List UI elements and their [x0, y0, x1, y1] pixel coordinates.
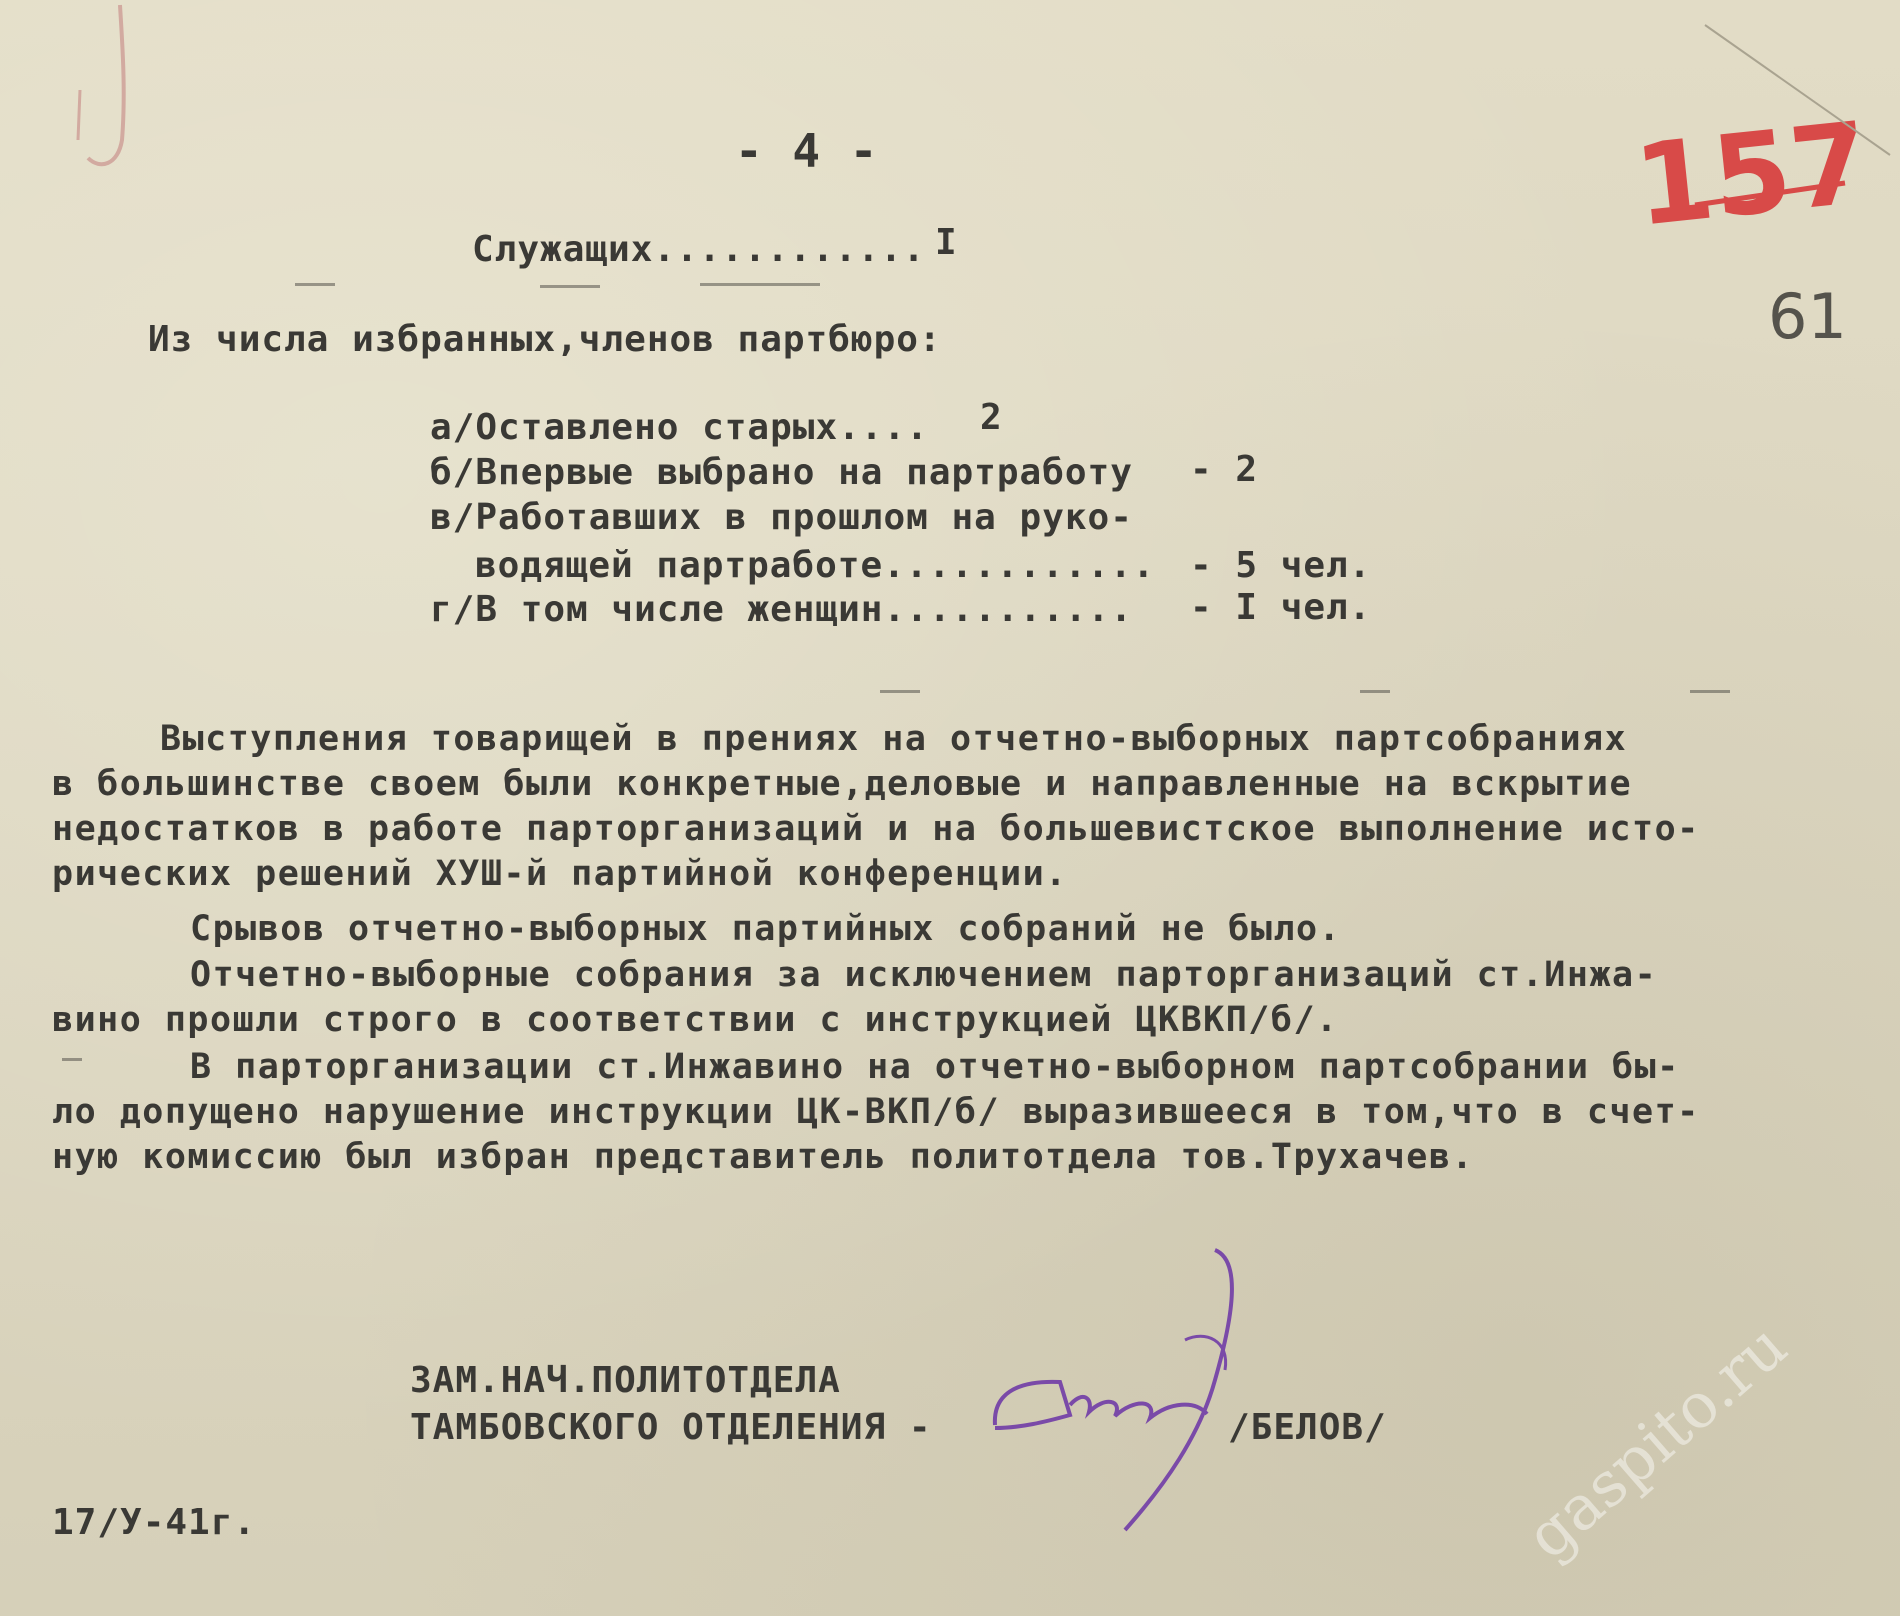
body-line: Отчетно-выборные собрания за исключением парторганизаций ст.Инжа-: [190, 955, 1658, 995]
folio-pencil-number: 61: [1768, 280, 1847, 353]
partbureau-heading: Из числа избранных,членов партбюро:: [148, 319, 942, 360]
stat-item-value: 2: [980, 397, 1003, 438]
document-date: 17/У-41г.: [52, 1502, 257, 1543]
body-line: рических решений ХУШ-й партийной конференции.: [52, 854, 1068, 894]
body-line: недостатков в работе парторганизаций и на большевистское выполнение исто-: [52, 809, 1700, 849]
body-line: вино прошли строго в соответствии с инструкцией ЦКВКП/б/.: [52, 1000, 1339, 1040]
folio-red-number: 157: [1628, 98, 1875, 252]
body-line: ную комиссию был избран представитель политотдела тов.Трухачев.: [52, 1137, 1475, 1177]
stat-item-label: водящей партработе............: [475, 545, 1156, 586]
signature-title-line2: ТАМБОВСКОГО ОТДЕЛЕНИЯ -: [410, 1407, 932, 1448]
body-line: В парторганизации ст.Инжавино на отчетно-выборном партсобрании бы-: [190, 1047, 1680, 1087]
faint-dash: [700, 283, 820, 286]
faint-dash: [880, 690, 920, 693]
page-number: - 4 -: [735, 124, 879, 178]
stat-item-label: б/Впервые выбрано на партработу: [430, 452, 1133, 493]
faint-dash: [295, 283, 335, 286]
handwritten-signature: [975, 1230, 1275, 1550]
faint-dash: [1360, 690, 1390, 693]
faint-dash: [62, 1058, 82, 1061]
margin-pencil-mark: [60, 0, 140, 180]
stat-item-value: - I чел.: [1190, 587, 1372, 628]
faint-dash: [1690, 690, 1730, 693]
employees-value: I: [935, 222, 958, 263]
employees-label: Служащих............: [472, 229, 926, 270]
body-line: Выступления товарищей в прениях на отчетно-выборных партсобраниях: [160, 719, 1628, 759]
body-line: в большинстве своем были конкретные,деловые и направленные на вскрытие: [52, 764, 1633, 804]
stat-item-label: г/В том числе женщин...........: [430, 589, 1133, 630]
stat-item-label: в/Работавших в прошлом на руко-: [430, 497, 1133, 538]
stat-item-label: а/Оставлено старых....: [430, 407, 929, 448]
body-line: Срывов отчетно-выборных партийных собраний не было.: [190, 909, 1342, 949]
watermark: gaspito.ru: [1512, 1309, 1801, 1573]
signature-title-line1: ЗАМ.НАЧ.ПОЛИТОТДЕЛА: [410, 1360, 841, 1401]
faint-dash: [540, 285, 600, 288]
signatory-name: /БЕЛОВ/: [1228, 1407, 1387, 1448]
folio-strike-line: [1690, 175, 1850, 215]
body-line: ло допущено нарушение инструкции ЦК-ВКП/б/ выразившееся в том,что в счет-: [52, 1092, 1700, 1132]
corner-fold-line: [1700, 20, 1900, 160]
stat-item-value: - 2: [1190, 449, 1259, 490]
stat-item-value: - 5 чел.: [1190, 545, 1372, 586]
